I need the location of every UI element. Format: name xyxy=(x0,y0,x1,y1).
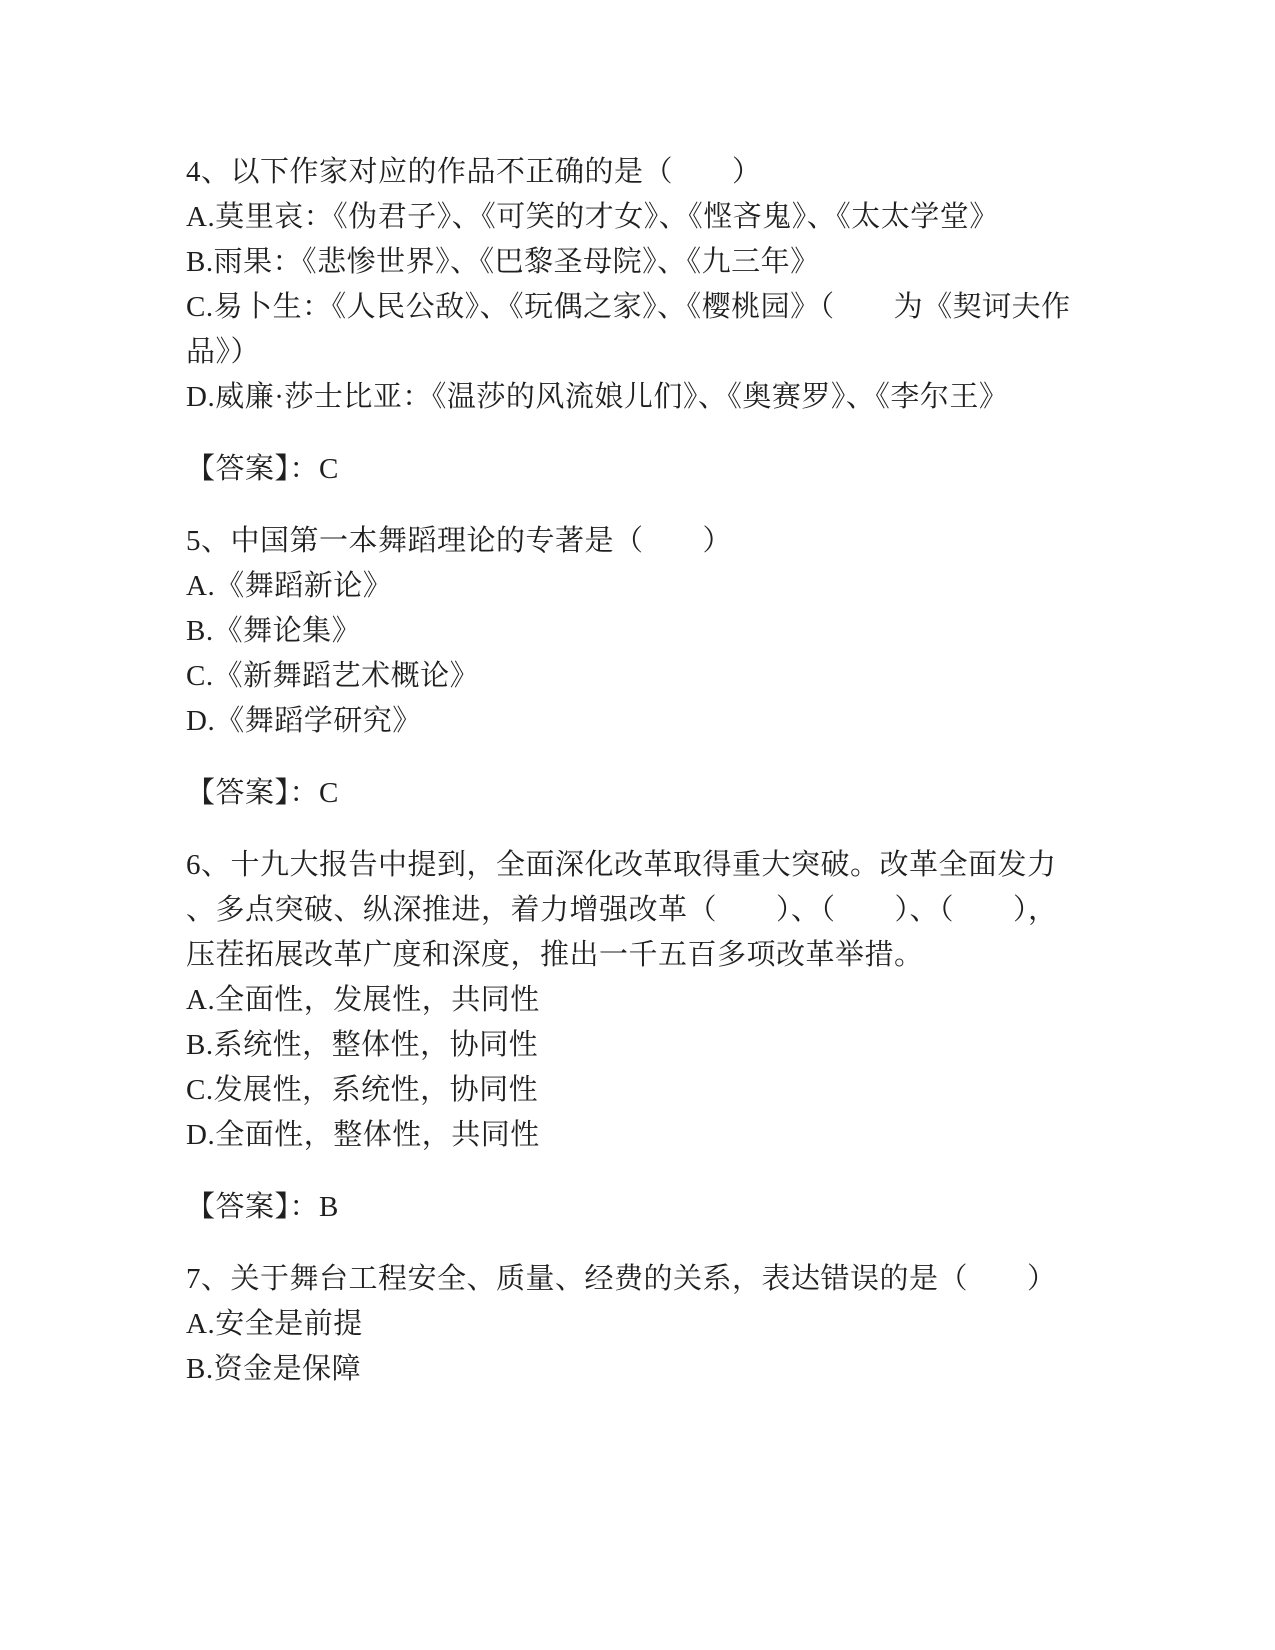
question-4 xyxy=(186,150,1078,492)
question-5-option-a: A.《舞蹈新论》 xyxy=(186,570,393,602)
question-7-option-a: A.安全是前提 xyxy=(186,1308,363,1340)
question-6-option-d: D.全面性，整体性，共同性 xyxy=(186,1119,540,1151)
question-7-option-b: B.资金是保障 xyxy=(186,1353,362,1385)
question-5-option-c: C.《新舞蹈艺术概论》 xyxy=(186,660,480,692)
question-6-option-a: A.全面性，发展性，共同性 xyxy=(186,984,540,1016)
question-5-option-d: D.《舞蹈学研究》 xyxy=(186,705,422,737)
question-7 xyxy=(186,1257,1078,1392)
question-6-option-c: C.发展性，系统性，协同性 xyxy=(186,1074,539,1106)
question-4-option-a: A.莫里哀：《伪君子》、《可笑的才女》、《悭吝鬼》、《太太学堂》 xyxy=(186,201,999,233)
question-4-stem: 4、以下作家对应的作品不正确的是（ ） xyxy=(186,156,762,188)
question-6 xyxy=(186,843,1078,1230)
question-5-stem: 5、中国第一本舞蹈理论的专著是（ ） xyxy=(186,525,733,557)
question-4-option-d: D.威廉·莎士比亚：《温莎的风流娘儿们》、《奥赛罗》、《李尔王》 xyxy=(186,381,1009,413)
question-5-answer: 【答案】：C xyxy=(186,777,339,809)
question-4-option-c: C.易卜生：《人民公敌》、《玩偶之家》、《樱桃园》（ 为《契诃夫作品》） xyxy=(186,291,1071,368)
question-6-answer: 【答案】：B xyxy=(186,1191,339,1223)
question-4-option-b: B.雨果：《悲惨世界》、《巴黎圣母院》、《九三年》 xyxy=(186,246,820,278)
question-7-stem: 7、关于舞台工程安全、质量、经费的关系，表达错误的是（ ） xyxy=(186,1263,1057,1295)
question-5-option-b: B.《舞论集》 xyxy=(186,615,362,647)
question-4-answer: 【答案】：C xyxy=(186,453,339,485)
exam-content xyxy=(186,150,1078,1392)
question-6-stem: 6、十九大报告中提到，全面深化改革取得重大突破。改革全面发力、多点突破、纵深推进，着力增强改革（ ）、（ ）、（ ），压茬拓展改革广度和深度，推出一千五百多项改革举措。 xyxy=(186,849,1058,971)
question-6-option-b: B.系统性，整体性，协同性 xyxy=(186,1029,539,1061)
question-5 xyxy=(186,519,1078,816)
